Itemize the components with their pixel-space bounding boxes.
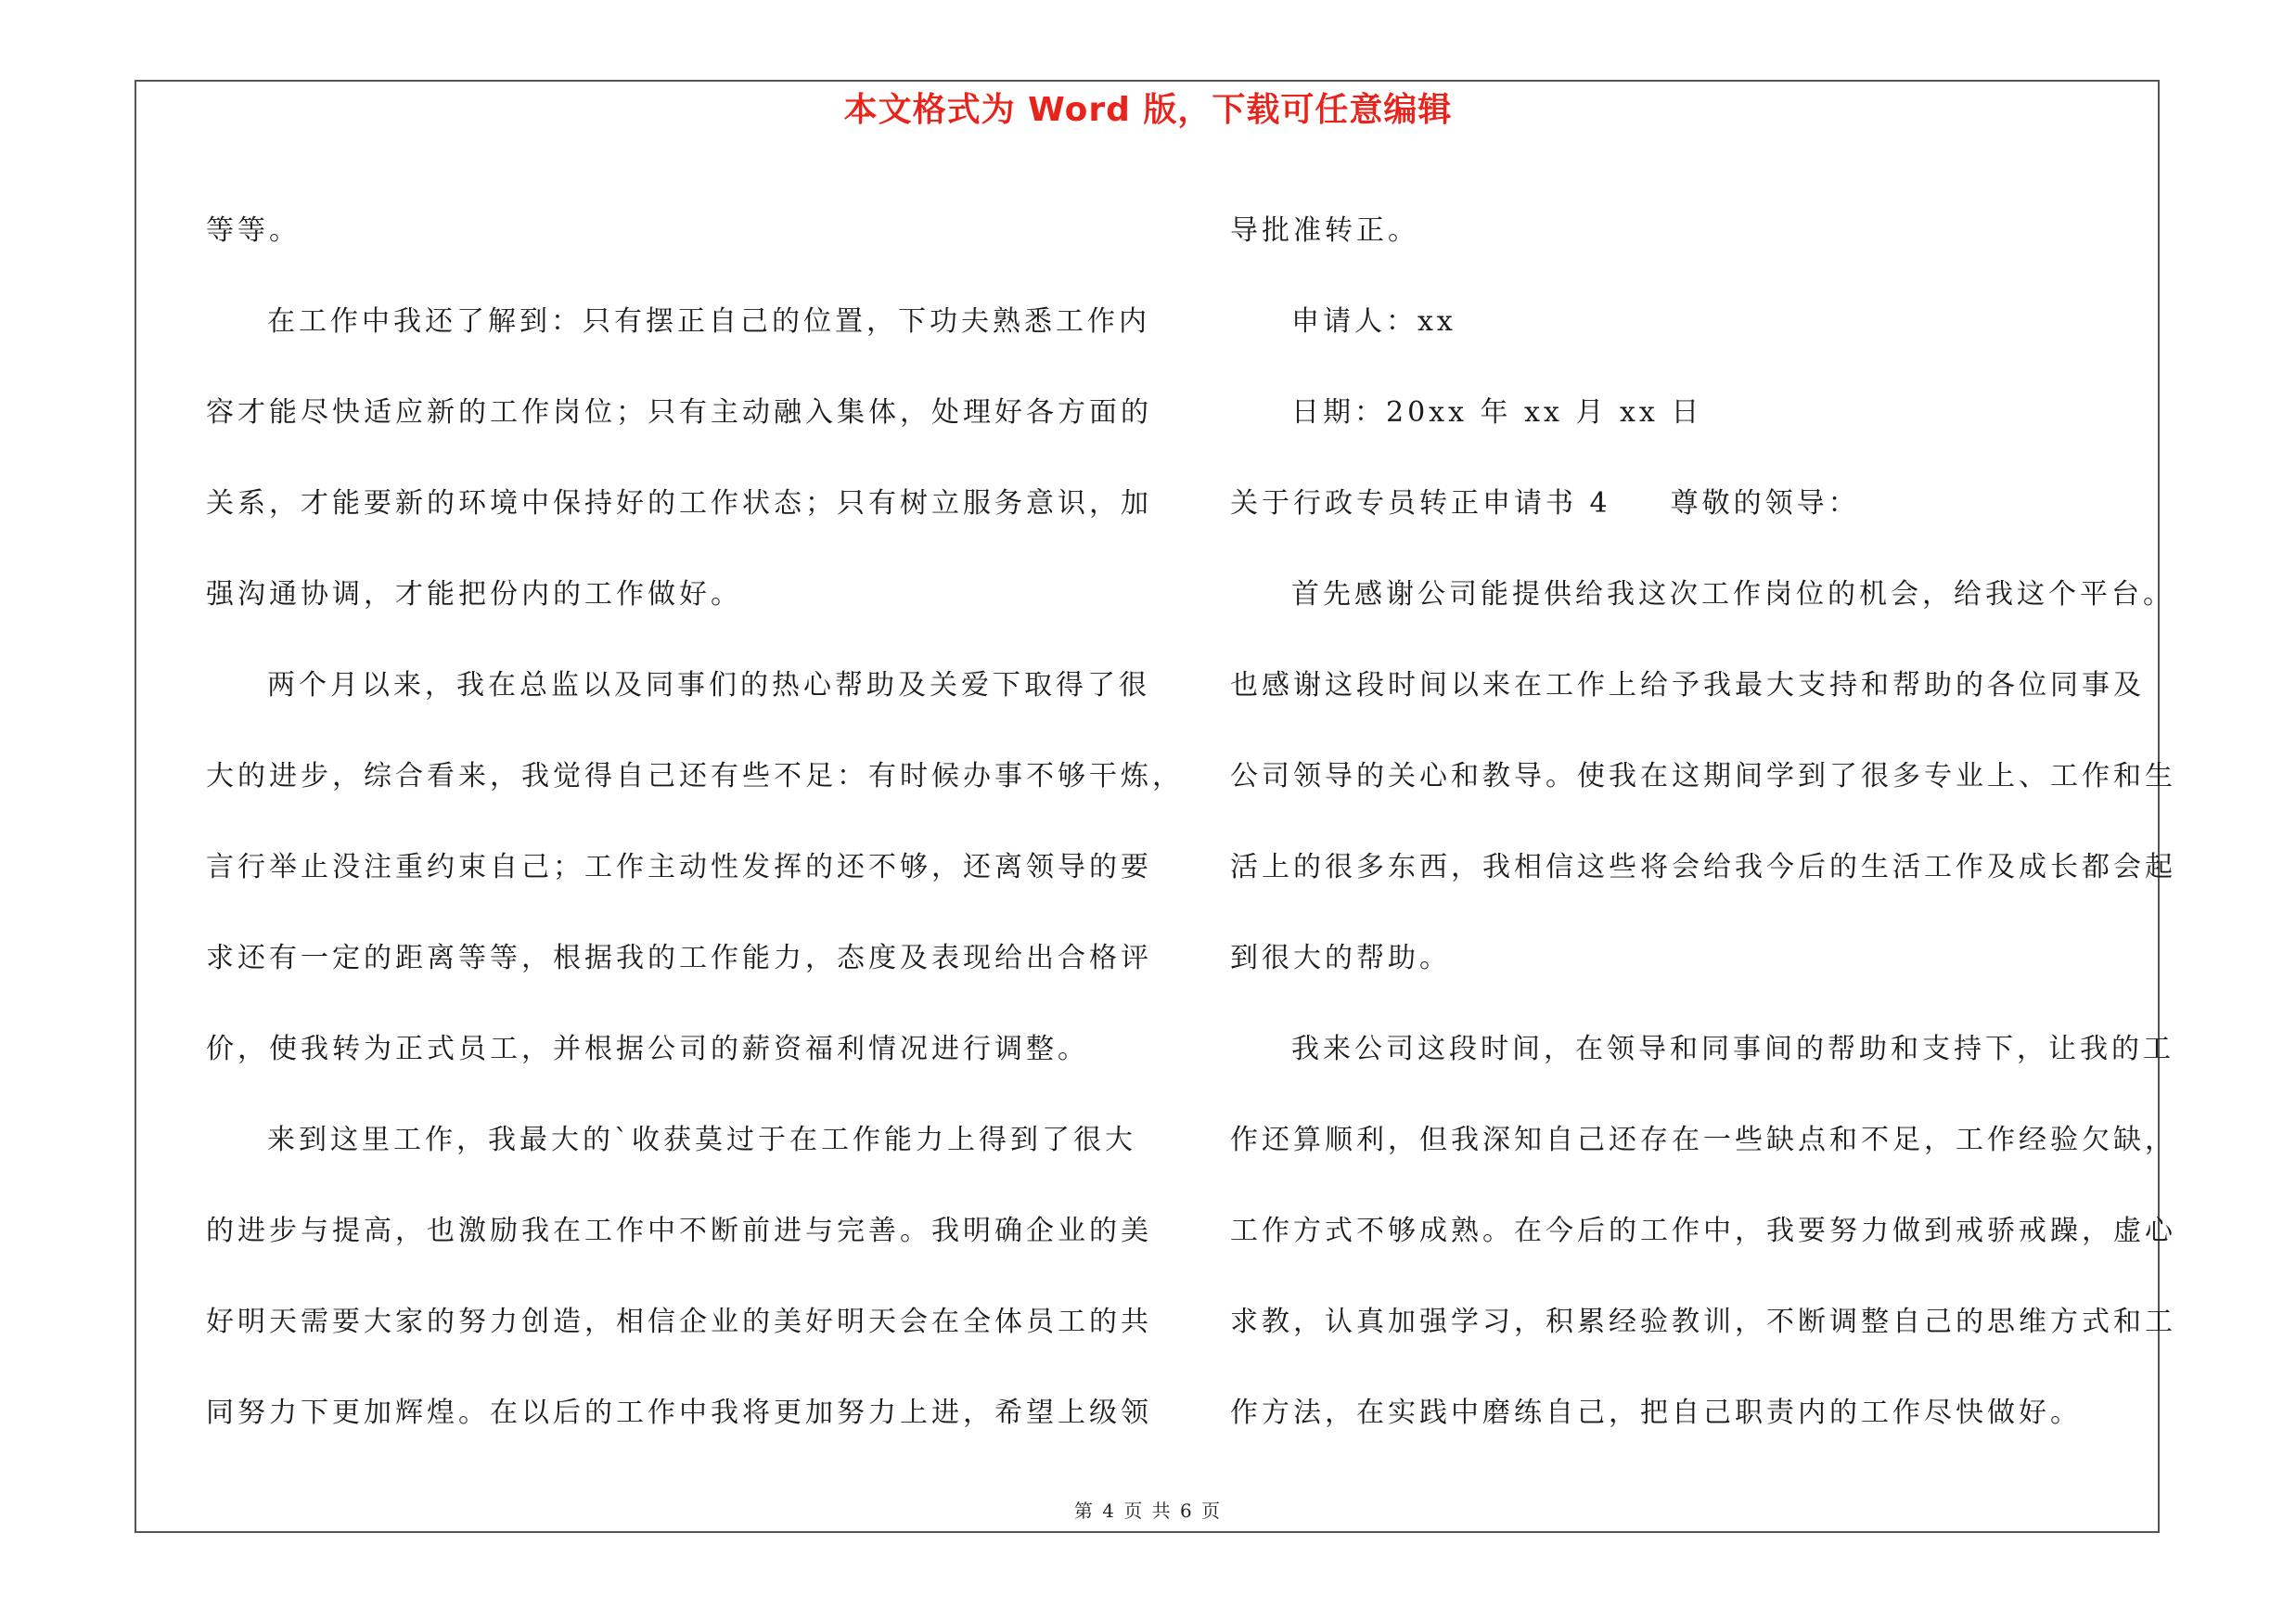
right-column: [1230, 186, 2195, 1459]
body-line: 好明天需要大家的努力创造，相信企业的美好明天会在全体员工的共: [206, 1306, 1152, 1338]
body-line: 导批准转正。: [1230, 214, 1419, 247]
body-line: 作还算顺利，但我深知自己还存在一些缺点和不足，工作经验欠缺，: [1230, 1124, 2176, 1156]
document-title: 关于行政专员转正申请书 4: [1230, 487, 1611, 520]
page-footer: 第 4 页 共 6 页: [1073, 1500, 1223, 1522]
applicant-line: 申请人：xx: [1291, 305, 1456, 338]
body-line: 容才能尽快适应新的工作岗位；只有主动融入集体，处理好各方面的: [206, 396, 1152, 429]
body-line: 言行举止没注重约束自己；工作主动性发挥的还不够，还离领导的要: [206, 851, 1152, 883]
body-line: 求还有一定的距离等等，根据我的工作能力，态度及表现给出合格评: [206, 942, 1152, 974]
body-line: 我来公司这段时间，在领导和同事间的帮助和支持下，让我的工: [1291, 1033, 2174, 1065]
body-line: 活上的很多东西，我相信这些将会给我今后的生活工作及成长都会起: [1230, 851, 2176, 883]
body-line: 大的进步，综合看来，我觉得自己还有些不足：有时候办事不够干炼，: [206, 760, 1184, 792]
body-line: 公司领导的关心和教导。使我在这期间学到了很多专业上、工作和生: [1230, 760, 2176, 792]
body-line: 等等。: [206, 214, 301, 247]
body-line: 作方法，在实践中磨练自己，把自己职责内的工作尽快做好。: [1230, 1397, 2082, 1429]
header-banner: 本文格式为 Word 版，下载可任意编辑: [843, 91, 1453, 129]
body-line: 到很大的帮助。: [1230, 942, 1451, 974]
body-line: 强沟通协调，才能把份内的工作做好。: [206, 578, 742, 611]
body-line: 工作方式不够成熟。在今后的工作中，我要努力做到戒骄戒躁，虚心: [1230, 1215, 2176, 1247]
body-line: 价，使我转为正式员工，并根据公司的薪资福利情况进行调整。: [206, 1033, 1089, 1065]
title-line: [1230, 458, 2195, 549]
body-line: 在工作中我还了解到：只有摆正自己的位置，下功夫熟悉工作内: [267, 305, 1150, 338]
body-line: 同努力下更加辉煌。在以后的工作中我将更加努力上进，希望上级领: [206, 1397, 1152, 1429]
body-line: 求教，认真加强学习，积累经验教训，不断调整自己的思维方式和工: [1230, 1306, 2176, 1338]
body-line: 也感谢这段时间以来在工作上给予我最大支持和帮助的各位同事及: [1230, 669, 2145, 702]
body-line: 的进步与提高，也激励我在工作中不断前进与完善。我明确企业的美: [206, 1215, 1152, 1247]
body-line: 首先感谢公司能提供给我这次工作岗位的机会，给我这个平台。: [1291, 578, 2174, 611]
body-line: 来到这里工作，我最大的`收获莫过于在工作能力上得到了很大: [267, 1124, 1136, 1156]
date-line: 日期：20xx 年 xx 月 xx 日: [1291, 396, 1703, 429]
salutation: 尊敬的领导：: [1670, 487, 1860, 520]
body-line: 关系，才能要新的环境中保持好的工作状态；只有树立服务意识，加: [206, 487, 1152, 520]
left-column: [206, 186, 1184, 1459]
body-line: 两个月以来，我在总监以及同事们的热心帮助及关爱下取得了很: [267, 669, 1150, 702]
